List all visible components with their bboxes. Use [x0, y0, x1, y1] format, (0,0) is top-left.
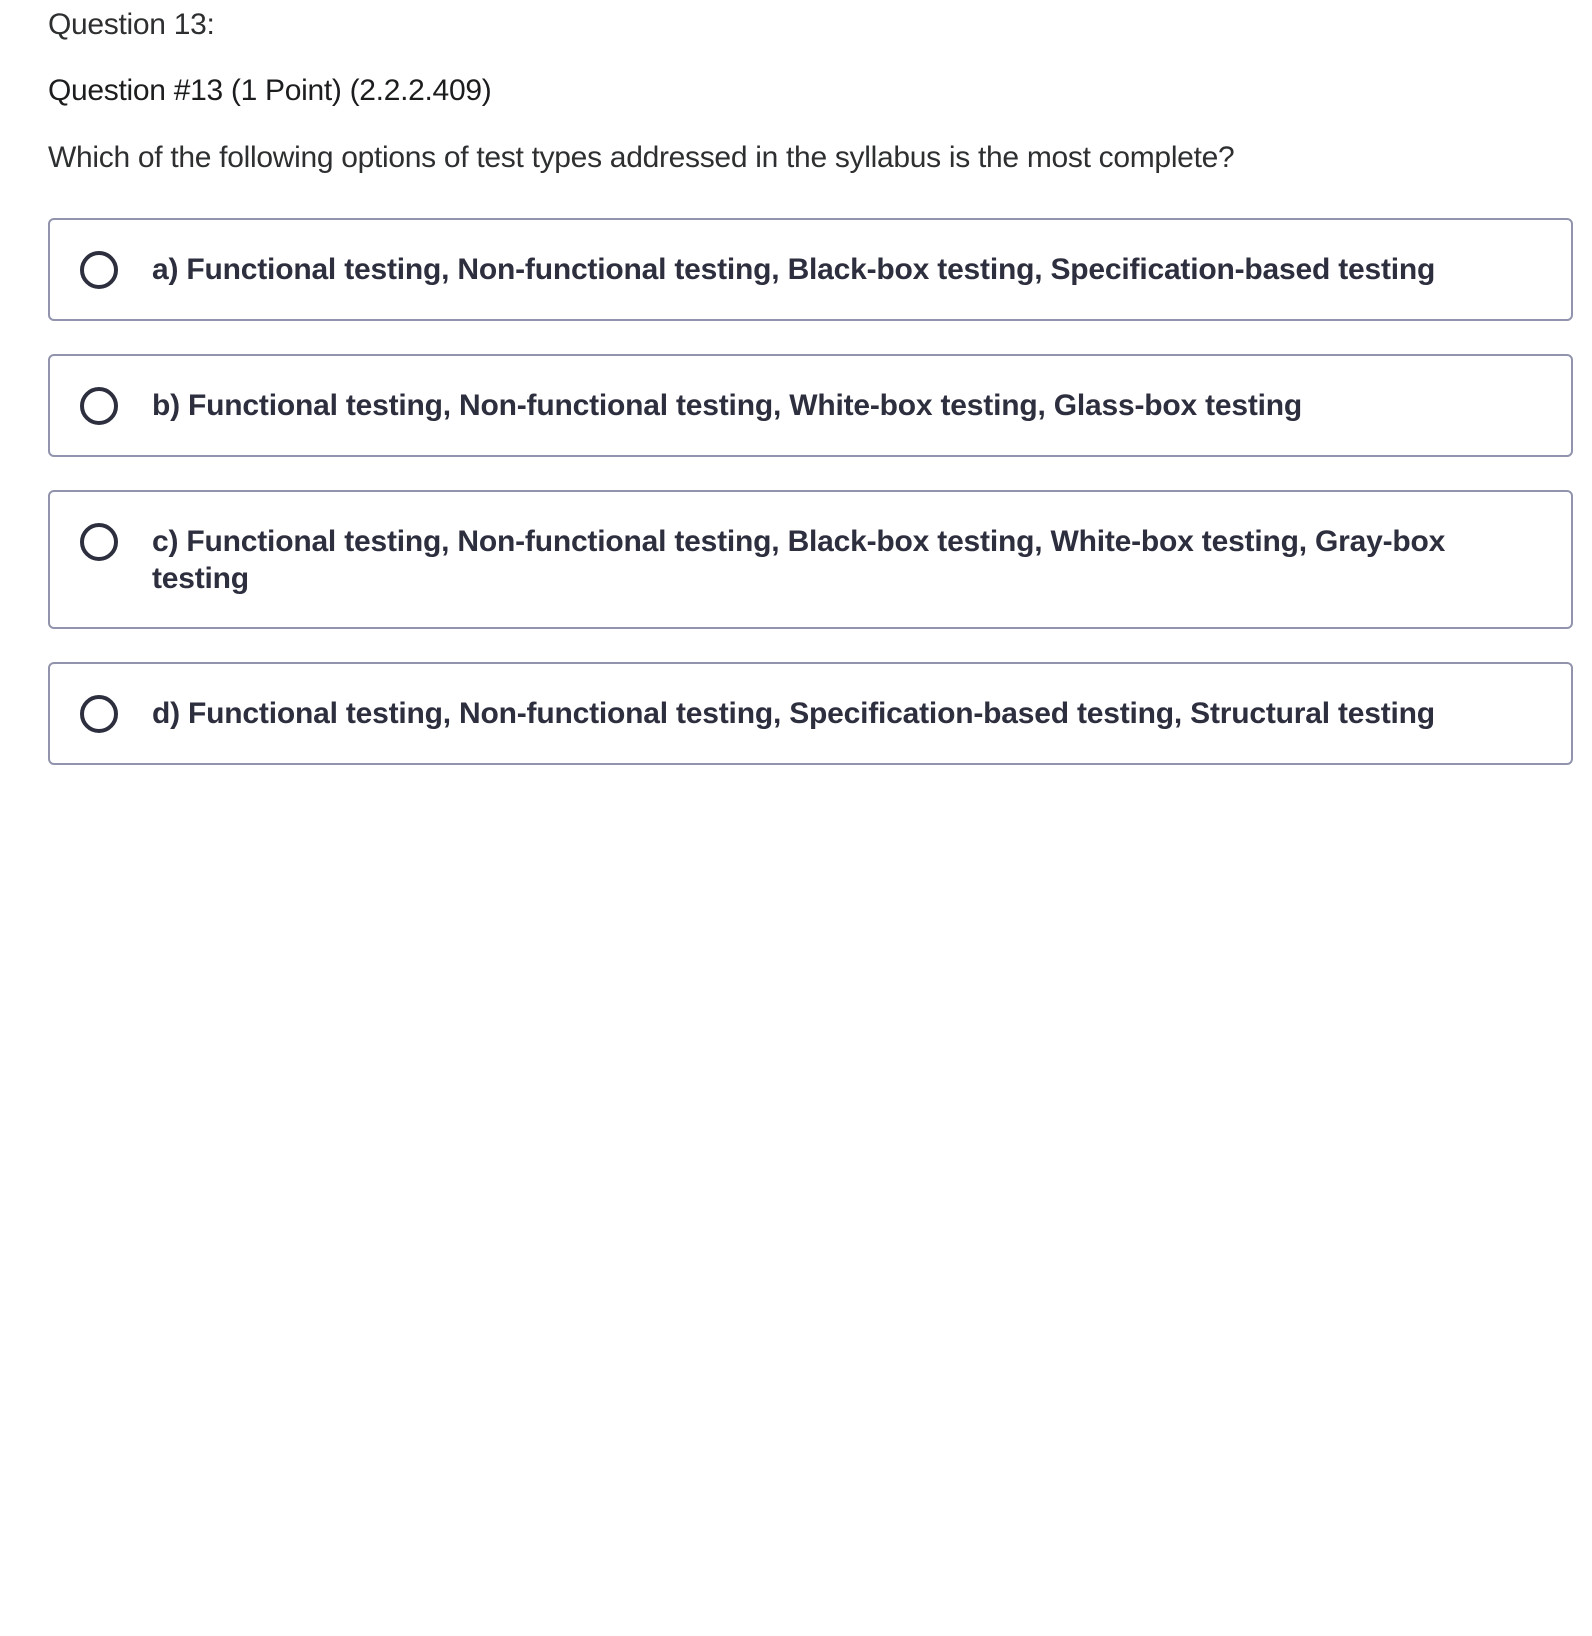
- answer-option-label: b) Functional testing, Non-functional testing, White-box testing, Glass-box testing: [152, 389, 1303, 422]
- answer-option-label: d) Functional testing, Non-functional testing, Specification-based testing, Structural testing: [152, 697, 1435, 730]
- answer-option-c[interactable]: [48, 490, 1573, 629]
- radio-unchecked-icon[interactable]: [80, 523, 118, 561]
- question-number-header: Question 13:: [48, 8, 215, 41]
- answer-option-d[interactable]: [48, 662, 1573, 765]
- radio-unchecked-icon[interactable]: [80, 695, 118, 733]
- question-prompt: Which of the following options of test types addressed in the syllabus is the most complete?: [48, 141, 1235, 174]
- answer-option-a[interactable]: [48, 218, 1573, 321]
- answer-option-label: a) Functional testing, Non-functional testing, Black-box testing, Specification-based testing: [152, 253, 1436, 286]
- question-title: Question #13 (1 Point) (2.2.2.409): [48, 74, 492, 107]
- radio-unchecked-icon[interactable]: [80, 251, 118, 289]
- radio-unchecked-icon[interactable]: [80, 387, 118, 425]
- answer-option-b[interactable]: [48, 354, 1573, 457]
- answer-option-label: c) Functional testing, Non-functional testing, Black-box testing, White-box testing, Gray-box testing: [152, 525, 1446, 595]
